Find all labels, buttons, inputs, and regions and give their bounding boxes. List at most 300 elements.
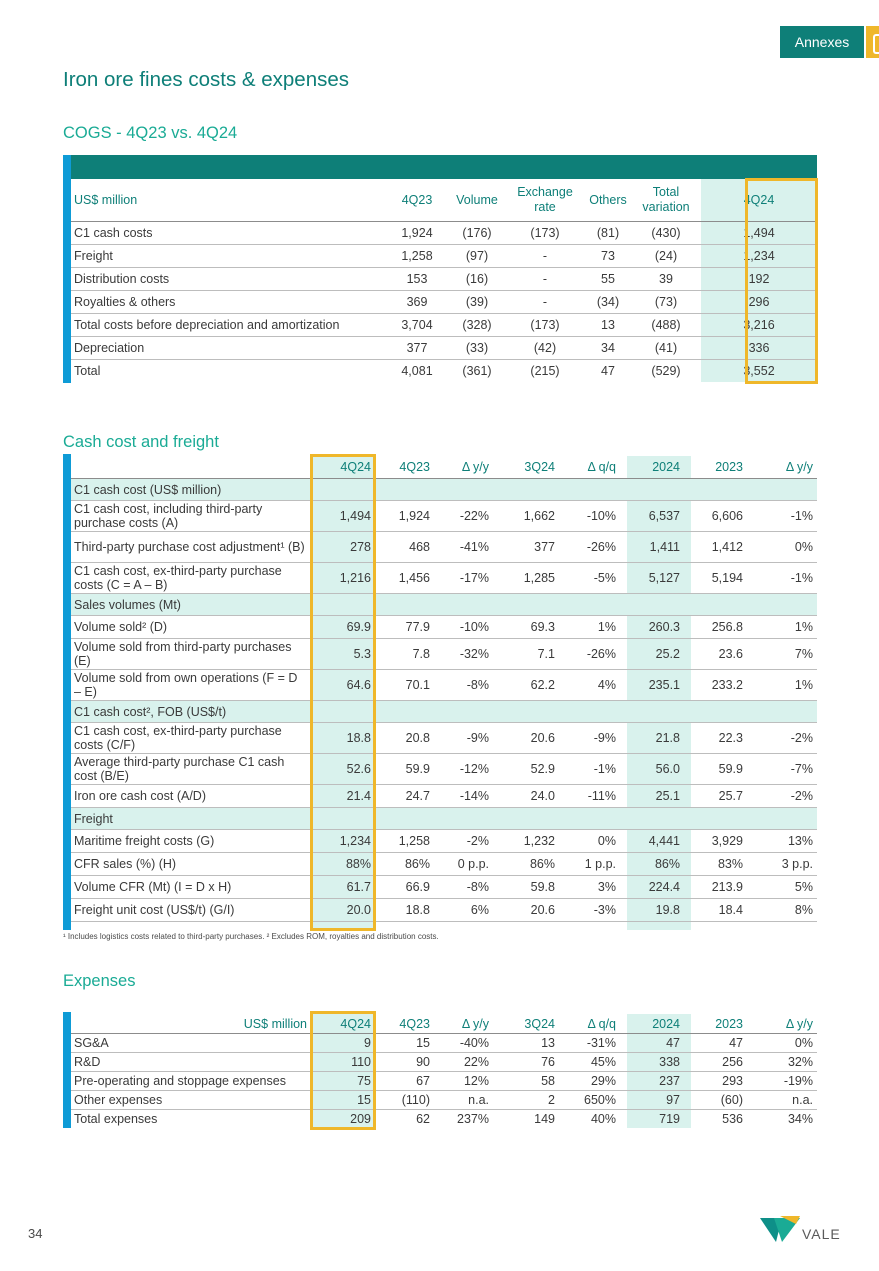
empty-cell — [620, 594, 684, 616]
table-cell: -1% — [559, 754, 620, 785]
table-cell: 6,606 — [684, 501, 747, 532]
table-cell: 29% — [559, 1072, 620, 1091]
row-label: Total costs before depreciation and amortization — [71, 314, 385, 337]
table-cell: 25.1 — [620, 785, 684, 808]
cash-header-cell — [71, 456, 311, 479]
row-label: Maritime freight costs (G) — [71, 830, 311, 853]
cogs-subtitle: COGS - 4Q23 vs. 4Q24 — [63, 124, 238, 142]
table-cell: -1% — [747, 563, 817, 594]
table-cell: 56.0 — [620, 754, 684, 785]
table-cell: -40% — [434, 1034, 493, 1053]
table-cell: 47 — [620, 1034, 684, 1053]
empty-cell — [747, 479, 817, 501]
empty-cell — [559, 479, 620, 501]
table-row — [71, 876, 817, 899]
table-row — [71, 245, 817, 268]
empty-cell — [434, 479, 493, 501]
table-cell: 7% — [747, 639, 817, 670]
table-cell: 13 — [493, 1034, 559, 1053]
expenses-header-cell: Δ q/q — [559, 1014, 620, 1034]
logo-text: VALE — [802, 1226, 841, 1242]
row-label: Sales volumes (Mt) — [71, 594, 311, 616]
table-row — [71, 1091, 817, 1110]
row-label: C1 cash cost, including third-party purchase costs (A) — [71, 501, 311, 532]
table-cell: 6,537 — [620, 501, 684, 532]
cash-accent-bar — [63, 454, 71, 930]
table-cell: 21.4 — [311, 785, 375, 808]
expenses-accent-bar — [63, 1012, 71, 1128]
cogs-header-cell: Exchange rate — [505, 179, 585, 222]
expenses-header-cell: 4Q23 — [375, 1014, 434, 1034]
table-cell: 21.8 — [620, 723, 684, 754]
row-label: Third-party purchase cost adjustment¹ (B) — [71, 532, 311, 563]
table-cell: 338 — [620, 1053, 684, 1072]
cash-header-cell: Δ y/y — [747, 456, 817, 479]
table-cell: 1,258 — [385, 245, 449, 268]
empty-cell — [493, 594, 559, 616]
table-cell: 3 p.p. — [747, 853, 817, 876]
row-label: Other expenses — [71, 1091, 311, 1110]
table-cell: - — [505, 291, 585, 314]
table-cell: 719 — [659, 1112, 680, 1126]
row-label: C1 cash cost, ex-third-party purchase costs (C/F) — [71, 723, 311, 754]
table-cell: - — [505, 245, 585, 268]
table-cell: 1,662 — [493, 501, 559, 532]
table-cell: 18.8 — [311, 723, 375, 754]
row-label: Iron ore cash cost (A/D) — [71, 785, 311, 808]
cogs-header-cell: Volume — [449, 179, 505, 222]
empty-cell — [559, 701, 620, 723]
table-cell: 3,704 — [385, 314, 449, 337]
table-cell: 59.9 — [375, 754, 434, 785]
row-label: Volume sold from own operations (F = D – E) — [71, 670, 311, 701]
table-cell: (34) — [585, 291, 631, 314]
table-cell: -10% — [559, 501, 620, 532]
expenses-table — [71, 1014, 817, 1128]
cogs-header-cell: 4Q23 — [385, 179, 449, 222]
table-row — [71, 899, 817, 922]
table-row — [71, 1072, 817, 1091]
empty-cell — [375, 808, 434, 830]
table-cell: (176) — [449, 222, 505, 245]
table-cell: 61.7 — [311, 876, 375, 899]
table-cell: 110 — [311, 1053, 375, 1072]
table-cell: 22% — [434, 1053, 493, 1072]
table-cell: -3% — [559, 899, 620, 922]
table-cell: 22.3 — [684, 723, 747, 754]
table-row — [71, 314, 817, 337]
table-cell: -41% — [434, 532, 493, 563]
empty-cell — [620, 808, 684, 830]
table-cell: 296 — [701, 291, 817, 314]
table-cell: 1,216 — [311, 563, 375, 594]
table-row — [71, 337, 817, 360]
table-cell: -31% — [559, 1034, 620, 1053]
table-cell: (173) — [505, 314, 585, 337]
table-cell: (73) — [631, 291, 701, 314]
table-cell: 52.6 — [311, 754, 375, 785]
exp-4q24-highlight — [310, 1011, 376, 1130]
table-row — [71, 754, 817, 785]
table-cell: 192 — [701, 268, 817, 291]
footnote: ¹ Includes logistics costs related to third-party purchases. ² Excludes ROM, royalties and distribution costs. — [63, 932, 439, 941]
empty-cell — [747, 701, 817, 723]
table-cell: 34% — [787, 1112, 813, 1126]
table-cell: (33) — [449, 337, 505, 360]
table-cell: 77.9 — [375, 616, 434, 639]
table-cell: 3,552 — [701, 360, 817, 383]
cogs-header-cell: 4Q24 — [701, 179, 817, 222]
table-cell: 23.6 — [684, 639, 747, 670]
table-cell: 15 — [311, 1091, 375, 1110]
table-cell: 7.8 — [375, 639, 434, 670]
row-label: Freight — [71, 808, 311, 830]
cash-subtitle: Cash cost and freight — [63, 433, 219, 451]
table-cell: 278 — [311, 532, 375, 563]
table-cell: -5% — [559, 563, 620, 594]
table-cell: 237% — [457, 1112, 489, 1126]
table-cell: -17% — [434, 563, 493, 594]
table-row — [71, 501, 817, 532]
table-cell: (16) — [449, 268, 505, 291]
table-cell: 19.8 — [620, 899, 684, 922]
table-cell: 67 — [375, 1072, 434, 1091]
table-cell: 83% — [684, 853, 747, 876]
table-cell: 4,081 — [401, 364, 433, 378]
table-row — [71, 268, 817, 291]
table-row — [71, 1110, 817, 1129]
empty-cell — [684, 594, 747, 616]
cash-header-cell: 3Q24 — [493, 456, 559, 479]
table-row — [71, 723, 817, 754]
table-cell: 6% — [434, 899, 493, 922]
table-cell: - — [505, 268, 585, 291]
table-cell: (430) — [631, 222, 701, 245]
table-cell: -26% — [559, 532, 620, 563]
table-cell: 34 — [585, 337, 631, 360]
table-cell: 24.0 — [493, 785, 559, 808]
table-cell: 0% — [559, 830, 620, 853]
table-cell: 24.7 — [375, 785, 434, 808]
table-cell: 293 — [684, 1072, 747, 1091]
table-cell: (328) — [449, 314, 505, 337]
table-cell: 20.6 — [493, 723, 559, 754]
table-cell: 256 — [684, 1053, 747, 1072]
cogs-table — [71, 179, 817, 382]
empty-cell — [375, 479, 434, 501]
row-label: Freight — [71, 245, 385, 268]
table-cell: 25.2 — [620, 639, 684, 670]
table-cell: 86% — [493, 853, 559, 876]
table-cell: (488) — [631, 314, 701, 337]
expenses-subtitle: Expenses — [63, 972, 136, 990]
table-row — [71, 222, 817, 245]
table-cell: 15 — [375, 1034, 434, 1053]
table-cell: -10% — [434, 616, 493, 639]
table-cell: 97 — [620, 1091, 684, 1110]
table-cell: -2% — [747, 785, 817, 808]
table-cell: 1% — [559, 616, 620, 639]
table-cell: 1,258 — [375, 830, 434, 853]
table-cell: 5% — [747, 876, 817, 899]
empty-cell — [375, 701, 434, 723]
empty-cell — [434, 594, 493, 616]
empty-cell — [620, 701, 684, 723]
empty-cell — [684, 701, 747, 723]
table-cell: 47 — [684, 1034, 747, 1053]
table-cell: 86% — [375, 853, 434, 876]
table-cell: 18.8 — [375, 899, 434, 922]
table-cell: (42) — [505, 337, 585, 360]
expenses-header-cell: 3Q24 — [493, 1014, 559, 1034]
table-cell: 7.1 — [493, 639, 559, 670]
table-row — [71, 563, 817, 594]
table-cell: -1% — [747, 501, 817, 532]
expenses-header-cell: Δ y/y — [434, 1014, 493, 1034]
empty-cell — [684, 808, 747, 830]
table-row — [71, 639, 817, 670]
table-row — [71, 291, 817, 314]
table-cell: 536 — [722, 1112, 743, 1126]
table-cell: 62.2 — [493, 670, 559, 701]
row-label: C1 cash cost, ex-third-party purchase costs (C = A – B) — [71, 563, 311, 594]
table-cell: 377 — [493, 532, 559, 563]
table-cell: 5.3 — [311, 639, 375, 670]
table-cell: (529) — [651, 364, 681, 378]
row-label: Total expenses — [74, 1112, 158, 1126]
row-label: CFR sales (%) (H) — [71, 853, 311, 876]
table-cell: 5,127 — [620, 563, 684, 594]
row-label: Volume sold from third-party purchases (E) — [71, 639, 311, 670]
empty-cell — [434, 808, 493, 830]
annexes-tab[interactable]: Annexes — [780, 26, 864, 58]
table-cell: -22% — [434, 501, 493, 532]
table-row — [71, 1053, 817, 1072]
empty-cell — [375, 594, 434, 616]
table-cell: 25.7 — [684, 785, 747, 808]
table-cell: 1,411 — [620, 532, 684, 563]
row-label: R&D — [71, 1053, 311, 1072]
table-cell: (215) — [530, 364, 560, 378]
section-row — [71, 808, 817, 830]
table-cell: n.a. — [434, 1091, 493, 1110]
section-row — [71, 594, 817, 616]
cogs-header-cell: US$ million — [71, 179, 385, 222]
table-row — [71, 616, 817, 639]
table-cell: -9% — [559, 723, 620, 754]
table-cell: 69.9 — [311, 616, 375, 639]
empty-cell — [559, 808, 620, 830]
table-cell: 39 — [631, 268, 701, 291]
table-cell: 13 — [585, 314, 631, 337]
empty-cell — [747, 808, 817, 830]
table-cell: 8% — [747, 899, 817, 922]
empty-cell — [747, 594, 817, 616]
table-cell: 20.6 — [493, 899, 559, 922]
table-cell: (60) — [684, 1091, 747, 1110]
cash-header-cell: Δ y/y — [434, 456, 493, 479]
row-label: Volume CFR (Mt) (I = D x H) — [71, 876, 311, 899]
table-cell: 3,929 — [684, 830, 747, 853]
page-number: 34 — [28, 1226, 43, 1241]
table-cell: 13% — [747, 830, 817, 853]
table-cell: 1% — [747, 670, 817, 701]
table-cell: (39) — [449, 291, 505, 314]
cash-header-cell: 4Q23 — [375, 456, 434, 479]
table-cell: 377 — [385, 337, 449, 360]
table-cell: 149 — [534, 1112, 555, 1126]
empty-cell — [493, 701, 559, 723]
table-cell: 1% — [747, 616, 817, 639]
table-cell: 69.3 — [493, 616, 559, 639]
table-cell: 369 — [385, 291, 449, 314]
table-cell: 59.8 — [493, 876, 559, 899]
cogs-accent-bar — [63, 155, 71, 383]
table-cell: 468 — [375, 532, 434, 563]
table-cell: 73 — [585, 245, 631, 268]
table-cell: 650% — [559, 1091, 620, 1110]
section-row — [71, 479, 817, 501]
table-row — [71, 1034, 817, 1053]
row-label: C1 cash cost (US$ million) — [71, 479, 311, 501]
table-cell: 20.8 — [375, 723, 434, 754]
cash-header-cell: 2024 — [620, 456, 684, 479]
table-cell: 153 — [385, 268, 449, 291]
table-cell: 52.9 — [493, 754, 559, 785]
table-cell: -26% — [559, 639, 620, 670]
table-cell: 3% — [559, 876, 620, 899]
empty-cell — [559, 594, 620, 616]
table-cell: 1,924 — [385, 222, 449, 245]
empty-cell — [493, 808, 559, 830]
expenses-header-cell: Δ y/y — [747, 1014, 817, 1034]
row-label: C1 cash cost², FOB (US$/t) — [71, 701, 311, 723]
table-cell: (81) — [585, 222, 631, 245]
table-cell: 20.0 — [311, 899, 375, 922]
table-cell: 209 — [350, 1112, 371, 1126]
table-cell: 64.6 — [311, 670, 375, 701]
table-cell: 55 — [585, 268, 631, 291]
table-cell: 0% — [747, 532, 817, 563]
table-cell: 1,494 — [311, 501, 375, 532]
table-cell: 3,216 — [701, 314, 817, 337]
table-row — [71, 853, 817, 876]
page-title: Iron ore fines costs & expenses — [63, 68, 350, 91]
table-cell: 237 — [620, 1072, 684, 1091]
table-cell: 1,232 — [493, 830, 559, 853]
vale-logo — [760, 1212, 844, 1253]
table-cell: (41) — [631, 337, 701, 360]
expenses-header-cell: 2023 — [684, 1014, 747, 1034]
table-cell: 4% — [559, 670, 620, 701]
cash-cost-table — [71, 456, 817, 922]
section-row — [71, 701, 817, 723]
row-label: Depreciation — [71, 337, 385, 360]
row-label: Total — [74, 364, 101, 378]
table-cell: 45% — [559, 1053, 620, 1072]
table-cell: -7% — [747, 754, 817, 785]
table-cell: 88% — [311, 853, 375, 876]
table-cell: 213.9 — [684, 876, 747, 899]
table-cell: -2% — [434, 830, 493, 853]
table-row — [71, 830, 817, 853]
table-cell: -9% — [434, 723, 493, 754]
table-cell: 0 p.p. — [434, 853, 493, 876]
table-cell: 86% — [620, 853, 684, 876]
table-cell: 9 — [311, 1034, 375, 1053]
empty-cell — [684, 479, 747, 501]
table-cell: 40% — [590, 1112, 616, 1126]
table-row — [71, 532, 817, 563]
table-cell: 76 — [493, 1053, 559, 1072]
bookmark-icon — [866, 26, 879, 58]
row-label: C1 cash costs — [71, 222, 385, 245]
table-cell: -8% — [434, 876, 493, 899]
table-row — [71, 360, 817, 383]
row-label: Distribution costs — [71, 268, 385, 291]
row-label: Pre-operating and stoppage expenses — [71, 1072, 311, 1091]
table-cell: 1,456 — [375, 563, 434, 594]
table-cell: -11% — [559, 785, 620, 808]
table-cell: 70.1 — [375, 670, 434, 701]
table-cell: (97) — [449, 245, 505, 268]
table-cell: -32% — [434, 639, 493, 670]
table-cell: 62 — [416, 1112, 430, 1126]
table-cell: -8% — [434, 670, 493, 701]
row-label: Freight unit cost (US$/t) (G/I) — [71, 899, 311, 922]
table-cell: 1,234 — [311, 830, 375, 853]
table-cell: -14% — [434, 785, 493, 808]
row-label: SG&A — [71, 1034, 311, 1053]
table-cell: 1,285 — [493, 563, 559, 594]
cogs-header-band — [63, 155, 817, 179]
table-row — [71, 785, 817, 808]
table-cell: 47 — [601, 364, 615, 378]
table-cell: 224.4 — [620, 876, 684, 899]
empty-cell — [620, 479, 684, 501]
cogs-header-cell: Total variation — [631, 179, 701, 222]
table-cell: -19% — [747, 1072, 817, 1091]
expenses-header-cell: 4Q24 — [311, 1014, 375, 1034]
expenses-header-cell: 2024 — [620, 1014, 684, 1034]
table-cell: (173) — [505, 222, 585, 245]
cash-header-cell: Δ q/q — [559, 456, 620, 479]
table-cell: 66.9 — [375, 876, 434, 899]
table-cell: 18.4 — [684, 899, 747, 922]
table-cell: 1 p.p. — [559, 853, 620, 876]
table-cell: -12% — [434, 754, 493, 785]
table-cell: 1,924 — [375, 501, 434, 532]
row-label: Average third-party purchase C1 cash cost (B/E) — [71, 754, 311, 785]
empty-cell — [493, 479, 559, 501]
table-cell: 0% — [747, 1034, 817, 1053]
table-cell: 256.8 — [684, 616, 747, 639]
row-label: Volume sold² (D) — [71, 616, 311, 639]
table-cell: (110) — [375, 1091, 434, 1110]
expenses-header-cell: US$ million — [71, 1014, 311, 1034]
table-cell: 4,441 — [620, 830, 684, 853]
table-cell: 1,494 — [701, 222, 817, 245]
table-cell: (24) — [631, 245, 701, 268]
table-cell: 5,194 — [684, 563, 747, 594]
table-cell: 1,412 — [684, 532, 747, 563]
table-cell: 32% — [747, 1053, 817, 1072]
table-cell: 235.1 — [620, 670, 684, 701]
table-cell: 260.3 — [620, 616, 684, 639]
table-cell: 75 — [311, 1072, 375, 1091]
table-cell: 2 — [493, 1091, 559, 1110]
table-cell: 336 — [701, 337, 817, 360]
